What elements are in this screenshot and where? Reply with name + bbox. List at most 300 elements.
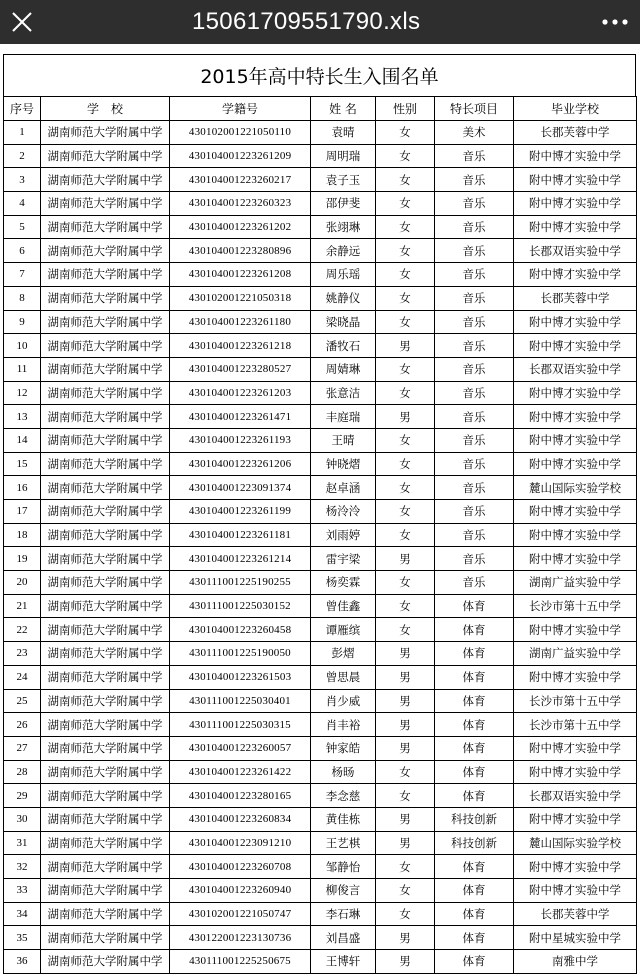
student-id-cell: 430102001221050318 — [170, 286, 311, 310]
name-cell: 杨泠泠 — [311, 500, 376, 524]
gender-cell: 女 — [376, 357, 435, 381]
table-row — [4, 879, 637, 903]
gender-cell: 女 — [376, 618, 435, 642]
student-id-cell: 430111001225190050 — [170, 642, 311, 666]
student-id-cell: 430104001223260940 — [170, 879, 311, 903]
talent-cell: 体育 — [435, 760, 514, 784]
gender-cell: 男 — [376, 926, 435, 950]
title-bar — [0, 0, 640, 44]
talent-cell: 音乐 — [435, 310, 514, 334]
talent-cell: 音乐 — [435, 523, 514, 547]
name-cell: 梁晓晶 — [311, 310, 376, 334]
talent-cell: 音乐 — [435, 334, 514, 358]
graduated-school-cell: 长郡双语实验中学 — [514, 239, 637, 263]
talent-cell: 科技创新 — [435, 807, 514, 831]
school-cell: 湖南师范大学附属中学 — [41, 950, 170, 974]
school-cell: 湖南师范大学附属中学 — [41, 523, 170, 547]
seq-cell: 21 — [4, 594, 41, 618]
talent-cell: 音乐 — [435, 168, 514, 192]
graduated-school-cell: 附中博才实验中学 — [514, 192, 637, 216]
name-cell: 刘雨婷 — [311, 523, 376, 547]
school-cell: 湖南师范大学附属中学 — [41, 357, 170, 381]
name-cell: 丰庭瑞 — [311, 405, 376, 429]
student-id-cell: 430111001225190255 — [170, 571, 311, 595]
name-cell: 姚静仪 — [311, 286, 376, 310]
school-cell: 湖南师范大学附属中学 — [41, 926, 170, 950]
talent-cell: 体育 — [435, 950, 514, 974]
graduated-school-cell: 湖南广益实验中学 — [514, 642, 637, 666]
gender-cell: 女 — [376, 879, 435, 903]
talent-cell: 音乐 — [435, 547, 514, 571]
school-cell: 湖南师范大学附属中学 — [41, 571, 170, 595]
name-cell: 袁晴 — [311, 121, 376, 145]
school-cell: 湖南师范大学附属中学 — [41, 902, 170, 926]
name-cell: 张翊琳 — [311, 215, 376, 239]
school-cell: 湖南师范大学附属中学 — [41, 784, 170, 808]
gender-cell: 女 — [376, 500, 435, 524]
school-cell: 湖南师范大学附属中学 — [41, 642, 170, 666]
student-id-cell: 430104001223260834 — [170, 807, 311, 831]
school-cell: 湖南师范大学附属中学 — [41, 428, 170, 452]
school-cell: 湖南师范大学附属中学 — [41, 855, 170, 879]
gender-cell: 女 — [376, 571, 435, 595]
graduated-school-cell: 附中博才实验中学 — [514, 168, 637, 192]
table-row — [4, 926, 637, 950]
school-cell: 湖南师范大学附属中学 — [41, 121, 170, 145]
talent-cell: 音乐 — [435, 476, 514, 500]
graduated-school-cell: 附中博才实验中学 — [514, 381, 637, 405]
seq-cell: 1 — [4, 121, 41, 145]
name-cell: 刘昌盛 — [311, 926, 376, 950]
graduated-school-cell: 附中博才实验中学 — [514, 879, 637, 903]
table-row — [4, 665, 637, 689]
student-id-cell: 430111001225250675 — [170, 950, 311, 974]
seq-header: 序号 — [4, 97, 41, 121]
table-row — [4, 523, 637, 547]
student-id-cell: 430104001223261471 — [170, 405, 311, 429]
school-cell: 湖南师范大学附属中学 — [41, 618, 170, 642]
talent-cell: 音乐 — [435, 428, 514, 452]
student-id-cell: 430102001221050747 — [170, 902, 311, 926]
name-cell: 赵卓涵 — [311, 476, 376, 500]
seq-cell: 6 — [4, 239, 41, 263]
school-cell: 湖南师范大学附属中学 — [41, 665, 170, 689]
table-row — [4, 286, 637, 310]
school-cell: 湖南师范大学附属中学 — [41, 144, 170, 168]
student-id-cell: 430104001223280527 — [170, 357, 311, 381]
close-icon — [11, 11, 33, 33]
graduated-school-cell: 附中博才实验中学 — [514, 334, 637, 358]
graduated-school-cell: 麓山国际实验学校 — [514, 476, 637, 500]
school-cell: 湖南师范大学附属中学 — [41, 594, 170, 618]
talent-cell: 音乐 — [435, 263, 514, 287]
school-cell: 湖南师范大学附属中学 — [41, 239, 170, 263]
name-cell: 雷宇梁 — [311, 547, 376, 571]
gender-cell: 女 — [376, 855, 435, 879]
name-cell: 潘牧石 — [311, 334, 376, 358]
talent-cell: 体育 — [435, 689, 514, 713]
gender-cell: 男 — [376, 736, 435, 760]
gender-cell: 男 — [376, 547, 435, 571]
name-cell: 余静远 — [311, 239, 376, 263]
name-cell: 杨旸 — [311, 760, 376, 784]
graduated-school-cell: 麓山国际实验学校 — [514, 831, 637, 855]
school-cell: 湖南师范大学附属中学 — [41, 215, 170, 239]
graduated-school-cell: 附中博才实验中学 — [514, 523, 637, 547]
seq-cell: 13 — [4, 405, 41, 429]
graduated-school-cell: 南雅中学 — [514, 950, 637, 974]
table-row — [4, 121, 637, 145]
seq-cell: 3 — [4, 168, 41, 192]
talent-cell: 体育 — [435, 784, 514, 808]
table-row — [4, 500, 637, 524]
seq-cell: 9 — [4, 310, 41, 334]
school-cell: 湖南师范大学附属中学 — [41, 807, 170, 831]
table-row — [4, 689, 637, 713]
more-button[interactable] — [600, 10, 630, 34]
graduated-school-cell: 长郡芙蓉中学 — [514, 121, 637, 145]
seq-cell: 10 — [4, 334, 41, 358]
name-cell: 曾佳鑫 — [311, 594, 376, 618]
table-row — [4, 807, 637, 831]
seq-cell: 24 — [4, 665, 41, 689]
gender-cell: 女 — [376, 144, 435, 168]
talent-cell: 体育 — [435, 736, 514, 760]
table-row — [4, 263, 637, 287]
school-cell: 湖南师范大学附属中学 — [41, 736, 170, 760]
school-cell: 湖南师范大学附属中学 — [41, 879, 170, 903]
graduated-school-cell: 长郡芙蓉中学 — [514, 286, 637, 310]
name-cell: 柳俊言 — [311, 879, 376, 903]
table-row — [4, 428, 637, 452]
seq-cell: 4 — [4, 192, 41, 216]
talent-cell: 音乐 — [435, 452, 514, 476]
talent-cell: 体育 — [435, 879, 514, 903]
table-row — [4, 831, 637, 855]
student-id-cell: 430104001223091210 — [170, 831, 311, 855]
seq-cell: 2 — [4, 144, 41, 168]
student-id-cell: 430104001223261206 — [170, 452, 311, 476]
gender-cell: 男 — [376, 334, 435, 358]
student-id-cell: 430104001223280896 — [170, 239, 311, 263]
gender-cell: 女 — [376, 192, 435, 216]
student-id-cell: 430104001223261202 — [170, 215, 311, 239]
table-row — [4, 736, 637, 760]
gender-cell: 男 — [376, 713, 435, 737]
spreadsheet-view[interactable] — [0, 44, 640, 979]
talent-cell: 音乐 — [435, 571, 514, 595]
gender-cell: 女 — [376, 523, 435, 547]
graduated-school-cell: 长郡双语实验中学 — [514, 357, 637, 381]
table-row — [4, 239, 637, 263]
school-cell: 湖南师范大学附属中学 — [41, 831, 170, 855]
name-cell: 曾思晨 — [311, 665, 376, 689]
sheet-title: 2015年高中特长生入围名单 — [3, 54, 636, 96]
talent-cell: 体育 — [435, 642, 514, 666]
seq-cell: 26 — [4, 713, 41, 737]
graduated-school-cell: 附中博才实验中学 — [514, 547, 637, 571]
talent-cell: 体育 — [435, 618, 514, 642]
student-id-cell: 430104001223261180 — [170, 310, 311, 334]
gender-cell: 男 — [376, 807, 435, 831]
graduated-school-cell: 附中博才实验中学 — [514, 736, 637, 760]
table-row — [4, 310, 637, 334]
gender-cell: 女 — [376, 215, 435, 239]
graduated-school-cell: 附中博才实验中学 — [514, 310, 637, 334]
seq-cell: 20 — [4, 571, 41, 595]
name-cell: 钟家皓 — [311, 736, 376, 760]
graduated-school-cell: 长沙市第十五中学 — [514, 594, 637, 618]
seq-cell: 19 — [4, 547, 41, 571]
seq-cell: 35 — [4, 926, 41, 950]
gender-header: 性别 — [376, 97, 435, 121]
student-id-cell: 430104001223260708 — [170, 855, 311, 879]
student-id-cell: 430104001223261181 — [170, 523, 311, 547]
seq-cell: 34 — [4, 902, 41, 926]
table-row — [4, 381, 637, 405]
graduated-school-cell: 附中博才实验中学 — [514, 452, 637, 476]
table-row — [4, 547, 637, 571]
gender-cell: 女 — [376, 263, 435, 287]
school-cell: 湖南师范大学附属中学 — [41, 713, 170, 737]
seq-cell: 18 — [4, 523, 41, 547]
seq-cell: 17 — [4, 500, 41, 524]
file-name: 15061709551790.xls — [192, 8, 421, 35]
talent-cell: 音乐 — [435, 405, 514, 429]
name-cell: 彭熠 — [311, 642, 376, 666]
talent-cell: 体育 — [435, 594, 514, 618]
name-cell: 王艺棋 — [311, 831, 376, 855]
graduated-school-cell: 长郡芙蓉中学 — [514, 902, 637, 926]
talent-cell: 体育 — [435, 665, 514, 689]
name-header: 姓 名 — [311, 97, 376, 121]
graduated-school-cell: 附中博才实验中学 — [514, 428, 637, 452]
school-cell: 湖南师范大学附属中学 — [41, 286, 170, 310]
graduated-school-cell: 附中星城实验中学 — [514, 926, 637, 950]
gender-cell: 男 — [376, 831, 435, 855]
student-id-cell: 430104001223261208 — [170, 263, 311, 287]
school-cell: 湖南师范大学附属中学 — [41, 476, 170, 500]
student-id-cell: 430111001225030315 — [170, 713, 311, 737]
school-cell: 湖南师范大学附属中学 — [41, 381, 170, 405]
talent-cell: 音乐 — [435, 239, 514, 263]
name-cell: 张意洁 — [311, 381, 376, 405]
graduated-school-cell: 附中博才实验中学 — [514, 215, 637, 239]
gender-cell: 男 — [376, 689, 435, 713]
name-cell: 周乐瑶 — [311, 263, 376, 287]
school-cell: 湖南师范大学附属中学 — [41, 500, 170, 524]
seq-cell: 28 — [4, 760, 41, 784]
seq-cell: 33 — [4, 879, 41, 903]
name-cell: 钟晓熠 — [311, 452, 376, 476]
gender-cell: 女 — [376, 428, 435, 452]
student-id-cell: 430104001223261199 — [170, 500, 311, 524]
name-cell: 周婧琳 — [311, 357, 376, 381]
gender-cell: 男 — [376, 642, 435, 666]
table-row — [4, 405, 637, 429]
seq-cell: 23 — [4, 642, 41, 666]
school-cell: 湖南师范大学附属中学 — [41, 168, 170, 192]
table-row — [4, 855, 637, 879]
seq-cell: 11 — [4, 357, 41, 381]
table-row — [4, 760, 637, 784]
table-row — [4, 618, 637, 642]
student-id-cell: 430104001223280165 — [170, 784, 311, 808]
table-row — [4, 902, 637, 926]
gender-cell: 女 — [376, 286, 435, 310]
talent-header: 特长项目 — [435, 97, 514, 121]
talent-cell: 音乐 — [435, 215, 514, 239]
student-id-cell: 430104001223261193 — [170, 428, 311, 452]
student-table — [3, 96, 637, 974]
table-row — [4, 215, 637, 239]
name-cell: 邹静怡 — [311, 855, 376, 879]
school-cell: 湖南师范大学附属中学 — [41, 334, 170, 358]
talent-cell: 科技创新 — [435, 831, 514, 855]
school-header: 学 校 — [41, 97, 170, 121]
graduated-school-cell: 长沙市第十五中学 — [514, 689, 637, 713]
table-body — [4, 121, 637, 974]
header-row — [4, 97, 637, 121]
seq-cell: 29 — [4, 784, 41, 808]
student-id-cell: 430104001223261422 — [170, 760, 311, 784]
seq-cell: 22 — [4, 618, 41, 642]
name-cell: 周明瑞 — [311, 144, 376, 168]
gender-cell: 女 — [376, 168, 435, 192]
table-row — [4, 334, 637, 358]
school-cell: 湖南师范大学附属中学 — [41, 192, 170, 216]
table-row — [4, 144, 637, 168]
talent-cell: 音乐 — [435, 286, 514, 310]
seq-cell: 16 — [4, 476, 41, 500]
gender-cell: 女 — [376, 310, 435, 334]
table-row — [4, 192, 637, 216]
student-id-cell: 430104001223261203 — [170, 381, 311, 405]
graduated-school-cell: 长沙市第十五中学 — [514, 713, 637, 737]
talent-cell: 音乐 — [435, 381, 514, 405]
graduated-school-cell: 附中博才实验中学 — [514, 500, 637, 524]
student-id-cell: 430104001223091374 — [170, 476, 311, 500]
name-cell: 袁子玉 — [311, 168, 376, 192]
student-id-cell: 430104001223261503 — [170, 665, 311, 689]
talent-cell: 美术 — [435, 121, 514, 145]
school-cell: 湖南师范大学附属中学 — [41, 452, 170, 476]
name-cell: 谭雁缤 — [311, 618, 376, 642]
school-cell: 湖南师范大学附属中学 — [41, 263, 170, 287]
gender-cell: 男 — [376, 665, 435, 689]
table-row — [4, 642, 637, 666]
gender-cell: 女 — [376, 784, 435, 808]
graduated-school-cell: 附中博才实验中学 — [514, 263, 637, 287]
graduated-school-cell: 附中博才实验中学 — [514, 807, 637, 831]
name-cell: 肖少威 — [311, 689, 376, 713]
name-cell: 王博轩 — [311, 950, 376, 974]
graduated-school-cell: 附中博才实验中学 — [514, 760, 637, 784]
student-id-cell: 430111001225030401 — [170, 689, 311, 713]
name-cell: 王晴 — [311, 428, 376, 452]
graduated-school-cell: 附中博才实验中学 — [514, 144, 637, 168]
talent-cell: 体育 — [435, 902, 514, 926]
student-id-cell: 430104001223260217 — [170, 168, 311, 192]
gender-cell: 女 — [376, 381, 435, 405]
close-button[interactable] — [0, 0, 44, 44]
seq-cell: 7 — [4, 263, 41, 287]
table-row — [4, 594, 637, 618]
name-cell: 李石琳 — [311, 902, 376, 926]
gender-cell: 女 — [376, 121, 435, 145]
talent-cell: 体育 — [435, 855, 514, 879]
school-cell: 湖南师范大学附属中学 — [41, 760, 170, 784]
graduated-school-cell: 湖南广益实验中学 — [514, 571, 637, 595]
graduated-school-cell: 附中博才实验中学 — [514, 665, 637, 689]
graduated-school-cell: 附中博才实验中学 — [514, 405, 637, 429]
student-id-cell: 430104001223261214 — [170, 547, 311, 571]
gender-cell: 女 — [376, 452, 435, 476]
student-id-cell: 430104001223261218 — [170, 334, 311, 358]
name-cell: 杨奕霖 — [311, 571, 376, 595]
seq-cell: 8 — [4, 286, 41, 310]
school-cell: 湖南师范大学附属中学 — [41, 547, 170, 571]
gender-cell: 女 — [376, 902, 435, 926]
seq-cell: 14 — [4, 428, 41, 452]
table-row — [4, 950, 637, 974]
student-id-cell: 430102001221050110 — [170, 121, 311, 145]
table-row — [4, 713, 637, 737]
gender-cell: 男 — [376, 405, 435, 429]
school-cell: 湖南师范大学附属中学 — [41, 405, 170, 429]
name-cell: 肖丰裕 — [311, 713, 376, 737]
graduated-school-cell: 长郡双语实验中学 — [514, 784, 637, 808]
talent-cell: 体育 — [435, 926, 514, 950]
seq-cell: 5 — [4, 215, 41, 239]
graduated-school-header: 毕业学校 — [514, 97, 637, 121]
student-id-cell: 430122001223130736 — [170, 926, 311, 950]
seq-cell: 15 — [4, 452, 41, 476]
seq-cell: 25 — [4, 689, 41, 713]
name-cell: 邵伊斐 — [311, 192, 376, 216]
student-id-cell: 430104001223260458 — [170, 618, 311, 642]
seq-cell: 30 — [4, 807, 41, 831]
student-id-cell: 430111001225030152 — [170, 594, 311, 618]
gender-cell: 女 — [376, 476, 435, 500]
name-cell: 李念慈 — [311, 784, 376, 808]
student-id-header: 学籍号 — [170, 97, 311, 121]
school-cell: 湖南师范大学附属中学 — [41, 689, 170, 713]
graduated-school-cell: 附中博才实验中学 — [514, 618, 637, 642]
table-row — [4, 452, 637, 476]
gender-cell: 女 — [376, 594, 435, 618]
seq-cell: 31 — [4, 831, 41, 855]
table-row — [4, 476, 637, 500]
talent-cell: 音乐 — [435, 357, 514, 381]
gender-cell: 男 — [376, 950, 435, 974]
gender-cell: 女 — [376, 760, 435, 784]
talent-cell: 音乐 — [435, 144, 514, 168]
student-id-cell: 430104001223260057 — [170, 736, 311, 760]
graduated-school-cell: 附中博才实验中学 — [514, 855, 637, 879]
talent-cell: 体育 — [435, 713, 514, 737]
school-cell: 湖南师范大学附属中学 — [41, 310, 170, 334]
student-id-cell: 430104001223261209 — [170, 144, 311, 168]
talent-cell: 音乐 — [435, 500, 514, 524]
table-row — [4, 168, 637, 192]
seq-cell: 36 — [4, 950, 41, 974]
talent-cell: 音乐 — [435, 192, 514, 216]
seq-cell: 32 — [4, 855, 41, 879]
name-cell: 黄佳栋 — [311, 807, 376, 831]
seq-cell: 27 — [4, 736, 41, 760]
more-dots-icon — [601, 18, 629, 26]
